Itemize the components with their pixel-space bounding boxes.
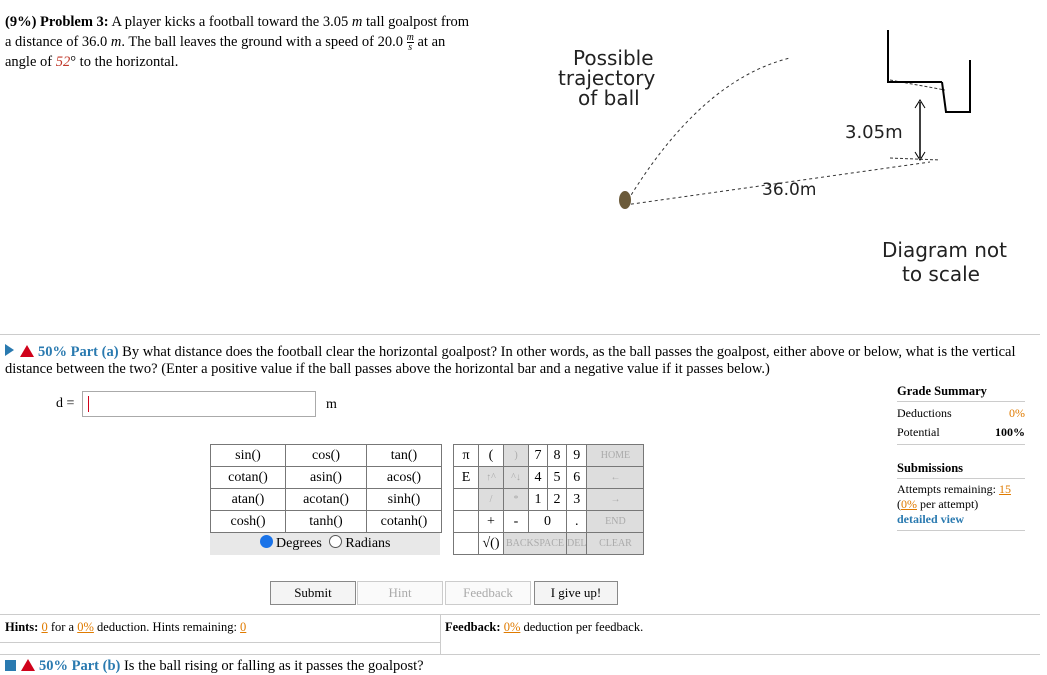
left-arrow-key[interactable]: ← xyxy=(587,467,644,489)
hints-label: Hints: xyxy=(5,620,39,634)
trajectory-label-line: Possible xyxy=(573,46,654,70)
base-dash xyxy=(890,158,940,160)
key-1[interactable]: 1 xyxy=(529,489,548,511)
hints-bar xyxy=(5,620,246,635)
fn-tanh-button[interactable]: tanh() xyxy=(286,511,367,533)
divider xyxy=(0,614,1040,615)
caret-key[interactable]: ^↓ xyxy=(504,467,529,489)
degree-symbol: ° xyxy=(70,54,77,71)
problem-text: . The ball leaves the ground with a speed of 20.0 xyxy=(121,34,403,50)
fn-acos-button[interactable]: acos() xyxy=(367,467,442,489)
problem-text: a distance of 36.0 xyxy=(5,34,108,50)
divider xyxy=(440,614,441,654)
text-cursor xyxy=(88,396,89,412)
up-key[interactable]: ↑^ xyxy=(479,467,504,489)
degrees-label: Degrees xyxy=(276,536,322,551)
home-key[interactable]: HOME xyxy=(587,445,644,467)
potential-value: 100% xyxy=(995,425,1025,439)
hints-remaining: 0 xyxy=(240,620,247,634)
key-9[interactable]: 9 xyxy=(567,445,587,467)
problem-text: angle of xyxy=(5,54,53,71)
submissions-title: Submissions xyxy=(897,461,964,475)
trajectory-label xyxy=(558,46,656,110)
blank-key xyxy=(454,489,479,511)
radians-radio[interactable] xyxy=(329,535,342,548)
part-b-question xyxy=(5,658,424,675)
per-attempt-text: per attempt) xyxy=(920,497,979,511)
deductions-value: 0% xyxy=(1009,406,1025,420)
part-b-percent: 50% Part (b) xyxy=(39,658,121,674)
key-5[interactable]: 5 xyxy=(548,467,567,489)
backspace-key[interactable]: BACKSPACE xyxy=(504,533,567,555)
keypad-table xyxy=(453,444,644,555)
feedback-bar xyxy=(445,620,643,635)
scale-note-line: to scale xyxy=(902,262,980,286)
fn-sinh-button[interactable]: sinh() xyxy=(367,489,442,511)
input-label: d = xyxy=(56,396,75,411)
fn-cos-button[interactable]: cos() xyxy=(286,445,367,467)
scale-note xyxy=(882,238,1007,286)
part-a-percent: 50% Part (a) xyxy=(38,344,119,360)
function-pad xyxy=(210,444,442,555)
blank-key xyxy=(454,533,479,555)
detailed-view-link[interactable]: detailed view xyxy=(897,512,964,526)
fn-acotan-button[interactable]: acotan() xyxy=(286,489,367,511)
problem-text: tall goalpost from xyxy=(365,14,470,30)
fn-atan-button[interactable]: atan() xyxy=(211,489,286,511)
submit-button[interactable]: Submit xyxy=(270,581,356,605)
hint-pct: 0% xyxy=(77,620,94,634)
star-key[interactable]: * xyxy=(504,489,529,511)
blank-key xyxy=(454,511,479,533)
dot-key[interactable]: . xyxy=(567,511,587,533)
warning-icon xyxy=(20,345,34,357)
fn-cotan-button[interactable]: cotan() xyxy=(211,467,286,489)
fn-cotanh-button[interactable]: cotanh() xyxy=(367,511,442,533)
feedback-text: deduction per feedback. xyxy=(523,620,644,634)
key-7[interactable]: 7 xyxy=(529,445,548,467)
football xyxy=(619,191,631,209)
collapse-icon[interactable] xyxy=(5,660,16,671)
hints-text: deduction. Hints remaining: xyxy=(97,620,237,634)
angle-mode xyxy=(210,533,440,555)
feedback-label: Feedback: xyxy=(445,620,501,634)
lparen-key[interactable]: ( xyxy=(479,445,504,467)
grade-summary-title: Grade Summary xyxy=(897,384,987,398)
hint-button[interactable]: Hint xyxy=(357,581,443,605)
end-key[interactable]: END xyxy=(587,511,644,533)
attempts-label: Attempts remaining: xyxy=(897,482,996,496)
minus-key[interactable]: - xyxy=(504,511,529,533)
hint-count: 0 xyxy=(41,620,48,634)
part-a-text: By what distance does the football clear the horizontal goalpost? In other words, as the ball passes the goalpost, either above or below, what is the vertical distance between the two? (Enter a positive value if the ball passes above the horizontal bar and a negative value if it passes below.) xyxy=(5,344,1016,377)
hints-text: for a xyxy=(50,620,75,634)
answer-input[interactable] xyxy=(82,391,316,417)
expand-arrow-icon[interactable] xyxy=(5,344,14,356)
key-3[interactable]: 3 xyxy=(567,489,587,511)
feedback-button[interactable]: Feedback xyxy=(445,581,531,605)
unit-label: m xyxy=(326,397,337,412)
pi-key[interactable]: π xyxy=(454,445,479,467)
del-key[interactable]: DEL xyxy=(567,533,587,555)
attempts-value: 15 xyxy=(998,482,1011,496)
problem-text: at an xyxy=(417,34,446,50)
goalpost-left xyxy=(888,30,942,82)
give-up-button[interactable]: I give up! xyxy=(534,581,618,605)
problem-label: Problem 3: xyxy=(40,14,109,30)
fn-sin-button[interactable]: sin() xyxy=(211,445,286,467)
divider xyxy=(0,654,1040,655)
feedback-pct: 0% xyxy=(503,620,521,634)
e-key[interactable]: E xyxy=(454,467,479,489)
slash-key[interactable]: / xyxy=(479,489,504,511)
degrees-radio[interactable] xyxy=(260,535,273,548)
key-0[interactable]: 0 xyxy=(529,511,567,533)
height-label: 3.05m xyxy=(845,122,903,143)
potential-label: Potential xyxy=(897,425,940,439)
divider xyxy=(0,642,440,643)
fn-tan-button[interactable]: tan() xyxy=(367,445,442,467)
plus-key[interactable]: + xyxy=(479,511,504,533)
angle-value: 52 xyxy=(55,54,71,71)
unit: m xyxy=(351,14,363,30)
key-2[interactable]: 2 xyxy=(548,489,567,511)
right-arrow-key[interactable]: → xyxy=(587,489,644,511)
sqrt-key[interactable]: √() xyxy=(479,533,504,555)
part-a-question xyxy=(5,344,1035,378)
rparen-key[interactable]: ) xyxy=(504,445,529,467)
function-table xyxy=(210,444,442,533)
trajectory-label-line: trajectory xyxy=(558,66,656,90)
goalpost-right xyxy=(942,60,970,112)
radians-label: Radians xyxy=(345,536,391,551)
divider xyxy=(0,334,1040,335)
clear-key[interactable]: CLEAR xyxy=(587,533,644,555)
problem-weight: (9%) xyxy=(5,14,37,30)
trajectory-label-line: of ball xyxy=(578,86,640,110)
unit: m xyxy=(110,34,122,50)
problem-text: A player kicks a football toward the 3.05 xyxy=(111,14,349,30)
warning-icon xyxy=(21,659,35,671)
problem-text: to the horizontal. xyxy=(79,54,179,71)
distance-label: 36.0m xyxy=(762,180,817,200)
key-6[interactable]: 6 xyxy=(567,467,587,489)
scale-note-line: Diagram not xyxy=(882,238,1007,262)
fn-cosh-button[interactable]: cosh() xyxy=(211,511,286,533)
fn-asin-button[interactable]: asin() xyxy=(286,467,367,489)
problem-statement xyxy=(5,12,545,72)
part-b-text: Is the ball rising or falling as it passes the goalpost? xyxy=(123,658,424,674)
per-attempt-pct: 0% xyxy=(901,497,917,511)
key-8[interactable]: 8 xyxy=(548,445,567,467)
grade-summary: Grade Summary Deductions 0% Potential 100% Submissions Attempts remaining: 15 (0% per attempt) detailed view xyxy=(897,384,1025,531)
deductions-label: Deductions xyxy=(897,406,952,420)
keypad xyxy=(453,444,644,555)
speed-unit: $\frac{m}{s}$ xyxy=(406,32,414,54)
key-4[interactable]: 4 xyxy=(529,467,548,489)
